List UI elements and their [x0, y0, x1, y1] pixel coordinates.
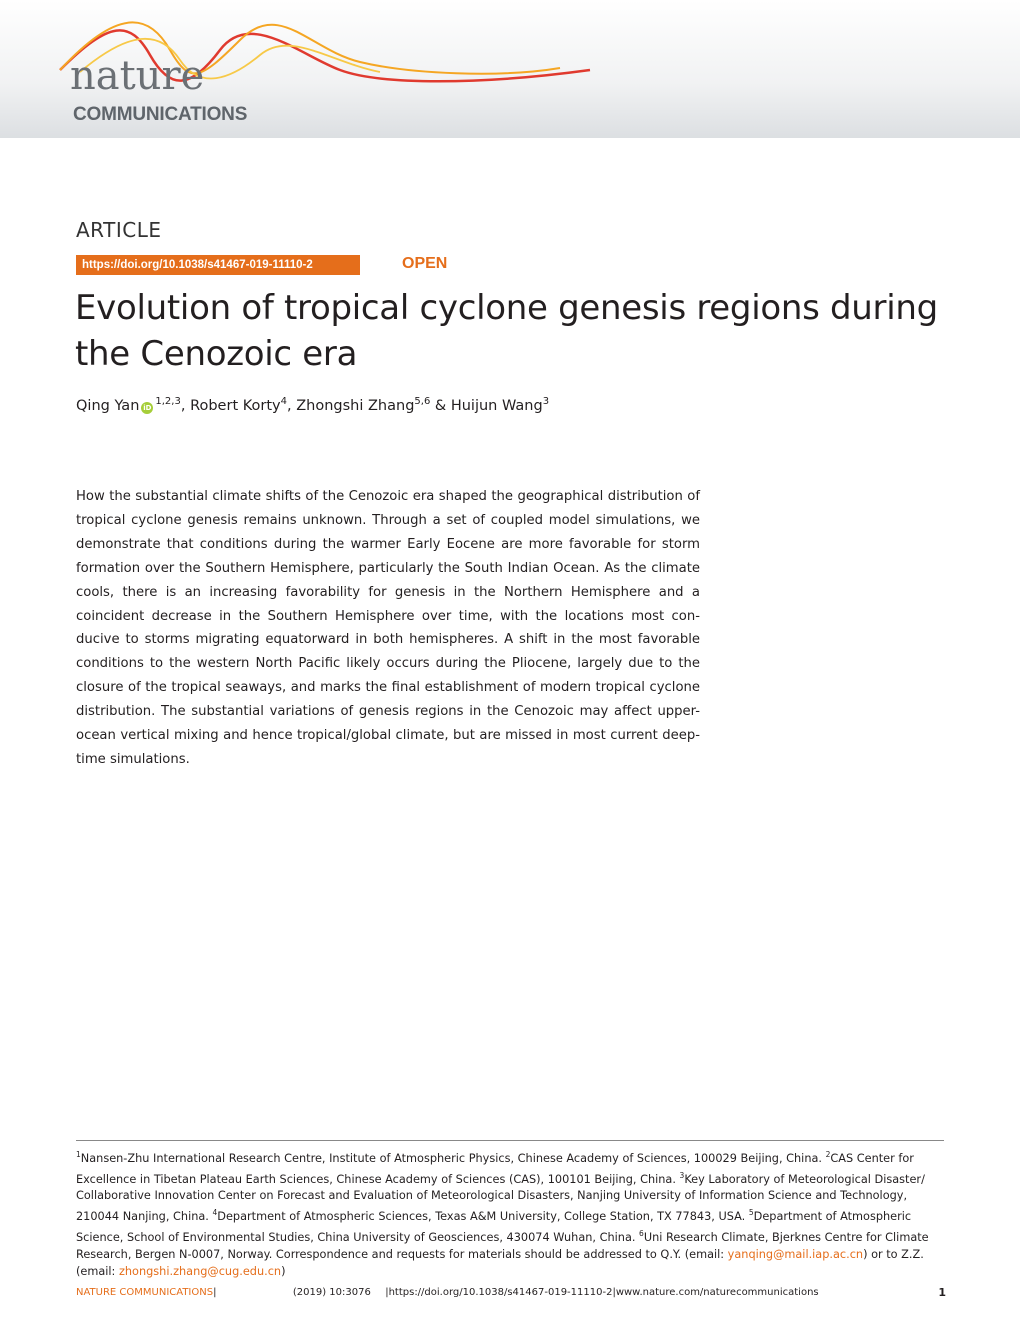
author-affiliation-number: 5,6: [414, 396, 431, 407]
page-footer: [76, 1287, 946, 1298]
correspondence-text: Correspondence and requests for materials should be addressed to Q.Y. (email:: [275, 1247, 728, 1261]
footer-separator: |: [213, 1287, 217, 1298]
footer-separator: |: [385, 1287, 389, 1298]
footer-journal: NATURE COMMUNICATIONS: [76, 1287, 214, 1298]
affiliation-number: 1: [76, 1150, 81, 1159]
author-name[interactable]: Qing Yan: [76, 397, 140, 414]
author-name[interactable]: Robert Korty: [190, 397, 281, 414]
journal-header: [0, 0, 1020, 138]
correspondence-email-link[interactable]: zhongshi.zhang@cug.edu.cn: [118, 1264, 282, 1278]
author-name[interactable]: Huijun Wang: [450, 397, 543, 414]
affiliation-text: Uni Research Climate, Bjerknes Centre for Climate Research, Bergen N-0007, Norway.: [76, 1230, 929, 1261]
author-list: [76, 396, 549, 414]
author-name[interactable]: Zhongshi Zhang: [296, 397, 415, 414]
affiliation-text: Department of Atmospheric Science, School of Environmental Studies, China University of Geosciences, 430074 Wuhan, China.: [76, 1210, 912, 1244]
affiliation-text: CAS Center for Excellence in Tibetan Plateau Earth Sciences, Chinese Academy of Sciences (CAS), 100101 Beijing, China.: [76, 1151, 914, 1186]
author-separator: &: [430, 397, 451, 414]
orcid-icon[interactable]: iD: [143, 403, 152, 412]
footer-citation: (2019) 10:3076: [292, 1287, 371, 1298]
page-number: 1: [938, 1286, 946, 1299]
affiliation-number: 6: [639, 1228, 644, 1238]
author-affiliation-number: 3: [542, 396, 550, 407]
affiliations: [76, 1147, 946, 1280]
open-access-label: OPEN: [402, 255, 448, 272]
correspondence-text: ) or to Z.Z. (email:: [76, 1247, 924, 1278]
affiliation-text: Nansen-Zhu International Research Centre, Institute of Atmospheric Physics, Chinese Academy of Sciences, 100029 Beijing, China.: [80, 1151, 826, 1165]
logo-communications: COMMUNICATIONS: [73, 104, 248, 125]
affiliation-text: Key Laboratory of Meteorological Disaster/ Collaborative Innovation Center on Forecast and Evaluation of Meteorological Disasters, Nanjing University of Information Science and Technology, 210044 Nanjing, China.: [76, 1172, 925, 1224]
footer-doi-link[interactable]: https://doi.org/10.1038/s41467-019-11110-2: [388, 1287, 613, 1298]
article-type: ARTICLE: [76, 218, 162, 242]
footnote-divider: [76, 1140, 944, 1141]
author-affiliation-number: 4: [280, 396, 287, 407]
article-title: Evolution of tropical cyclone genesis regions during the Cenozoic era: [75, 288, 938, 374]
logo-nature: nature: [70, 53, 205, 99]
affiliation-number: 5: [748, 1208, 754, 1218]
abstract: How the substantial climate shifts of the Cenozoic era shaped the geographical distribution of tropical cyclone genesis remains unknown. Through a set of coupled model simulations, we demonstrate that conditions during the warmer Early Eocene are more favorable for storm formation over the Southern Hemisphere, particularly the South Indian Ocean. As the climate cools, there is an increasing favorability for genesis in the Northern Hemisphere and a coincident decrease in the Southern Hemisphere over time, with the locations most con-ducive to storms migrating equatorward in both hemispheres. A shift in the most favorable conditions to the western North Pacific likely occurs during the Pliocene, largely due to the closure of the tropical seaways, and marks the final establishment of modern tropical cyclone distribution. The substantial variations of genesis regions in the Cenozoic may affect upper-ocean vertical mixing and hence tropical/global climate, but are missed in most current deep-time simulations.: [76, 489, 700, 767]
author-separator: ,: [180, 397, 191, 414]
footer-journal-url[interactable]: www.nature.com/naturecommunications: [615, 1287, 819, 1298]
affiliation-number: 3: [679, 1170, 685, 1180]
correspondence-text: ): [281, 1264, 286, 1278]
footer-separator: |: [612, 1287, 616, 1298]
affiliation-number: 4: [212, 1208, 218, 1218]
author-affiliation-number: 1,2,3: [155, 396, 181, 407]
affiliation-text: Department of Atmospheric Sciences, Texas A&M University, College Station, TX 77843, USA.: [217, 1210, 749, 1224]
correspondence-email-link[interactable]: yanqing@mail.iap.ac.cn: [727, 1247, 864, 1261]
doi-badge[interactable]: https://doi.org/10.1038/s41467-019-11110-2: [76, 255, 360, 275]
author-separator: ,: [287, 397, 297, 414]
affiliation-number: 2: [825, 1150, 831, 1159]
